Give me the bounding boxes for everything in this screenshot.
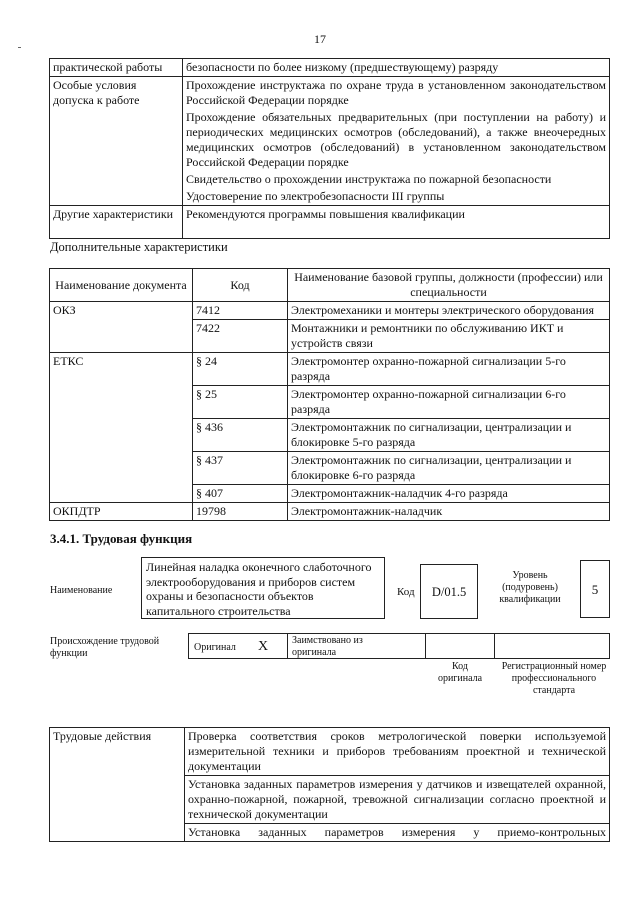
table-row bbox=[50, 503, 610, 521]
code-cell: § 407 bbox=[193, 485, 288, 503]
labor-actions-table bbox=[49, 727, 610, 842]
origin-divider bbox=[287, 633, 289, 659]
profession-cell: Электромонтер охранно-пожарной сигнализации 6-го разряда bbox=[288, 386, 610, 419]
code-label: Код bbox=[397, 586, 415, 598]
action-cell: Установка заданных параметров измерения у приемо-контрольных bbox=[185, 824, 610, 842]
origin-divider bbox=[494, 633, 496, 659]
code-cell: 7422 bbox=[193, 320, 288, 353]
level-label: Уровень (подуровень) квалификации bbox=[499, 570, 561, 605]
table-row bbox=[50, 728, 610, 776]
profession-cell: Электромеханики и монтеры электрического оборудования bbox=[288, 302, 610, 320]
original-mark: X bbox=[258, 639, 269, 654]
column-header: Наименование базовой группы, должности (профессии) или специальности bbox=[288, 269, 610, 302]
row-label: Особые условия допуска к работе bbox=[50, 77, 183, 206]
document-name: ЕТКС bbox=[50, 353, 193, 503]
code-cell: 19798 bbox=[193, 503, 288, 521]
table-row bbox=[50, 302, 610, 320]
code-original-label: Код оригинала bbox=[437, 661, 483, 684]
action-cell: Проверка соответствия сроков метрологической поверки используемой измерительной техники и приборов требованиям проектной и технической документации bbox=[185, 728, 610, 776]
table-row bbox=[50, 77, 610, 110]
profession-cell: Электромонтажник по сигнализации, централизации и блокировке 5-го разряда bbox=[288, 419, 610, 452]
row-value: Прохождение обязательных предварительных (при поступлении на работу) и периодических медицинских осмотров (обследований), а также внеочередных медицинских осмотров (обследований) в установленном законодательством Российской Федерации порядке bbox=[183, 109, 610, 171]
additional-characteristics-title: Дополнительные характеристики bbox=[50, 240, 228, 254]
borrowed-label: Заимствовано из оригинала bbox=[292, 635, 363, 658]
column-header: Наименование документа bbox=[50, 269, 193, 302]
row-label: Другие характеристики bbox=[50, 206, 183, 239]
conditions-table bbox=[49, 58, 610, 239]
origin-label: Происхождение трудовой функции bbox=[50, 636, 160, 659]
additional-characteristics-table bbox=[49, 268, 610, 521]
document-name: ОКПДТР bbox=[50, 503, 193, 521]
page-number: 17 bbox=[314, 32, 326, 46]
row-value: безопасности по более низкому (предшествующему) разряду bbox=[183, 59, 610, 77]
labor-function-title: 3.4.1. Трудовая функция bbox=[50, 531, 193, 546]
table-row bbox=[50, 206, 610, 239]
row-value: Прохождение инструктажа по охране труда в установленном законодательством Российской Федерации порядке bbox=[183, 77, 610, 110]
reg-number-label: Регистрационный номер профессионального стандарта bbox=[501, 661, 607, 696]
origin-divider bbox=[425, 633, 427, 659]
profession-cell: Монтажники и ремонтники по обслуживанию ИКТ и устройств связи bbox=[288, 320, 610, 353]
table-row bbox=[50, 59, 610, 77]
profession-cell: Электромонтажник-наладчик bbox=[288, 503, 610, 521]
row-label: Трудовые действия bbox=[50, 728, 185, 842]
row-value: Рекомендуются программы повышения квалификации bbox=[183, 206, 610, 239]
profession-cell: Электромонтажник по сигнализации, централизации и блокировке 6-го разряда bbox=[288, 452, 610, 485]
profession-cell: Электромонтажник-наладчик 4-го разряда bbox=[288, 485, 610, 503]
code-cell: § 24 bbox=[193, 353, 288, 386]
row-value: Свидетельство о прохождении инструктажа по пожарной безопасности bbox=[183, 171, 610, 188]
code-cell: 7412 bbox=[193, 302, 288, 320]
table-row bbox=[50, 353, 610, 386]
code-cell: § 437 bbox=[193, 452, 288, 485]
column-header: Код bbox=[193, 269, 288, 302]
original-label: Оригинал bbox=[194, 642, 236, 653]
scan-mark bbox=[18, 47, 21, 48]
function-code-box: D/01.5 bbox=[420, 564, 478, 619]
table-header-row bbox=[50, 269, 610, 302]
code-cell: § 25 bbox=[193, 386, 288, 419]
code-cell: § 436 bbox=[193, 419, 288, 452]
profession-cell: Электромонтер охранно-пожарной сигнализации 5-го разряда bbox=[288, 353, 610, 386]
function-name-box: Линейная наладка оконечного слаботочного электрооборудования и приборов систем охраны и безопасности объектов капитального строительства bbox=[141, 557, 385, 619]
row-value: Удостоверение по электробезопасности III группы bbox=[183, 188, 610, 206]
action-cell: Установка заданных параметров измерения у датчиков и извещателей охранной, охранно-пожарной, пожарной, тревожной сигнализации согласно проектной и технической документации bbox=[185, 776, 610, 824]
row-label: практической работы bbox=[50, 59, 183, 77]
name-label: Наименование bbox=[50, 585, 113, 596]
level-value-box: 5 bbox=[580, 560, 610, 618]
document-name: ОКЗ bbox=[50, 302, 193, 353]
